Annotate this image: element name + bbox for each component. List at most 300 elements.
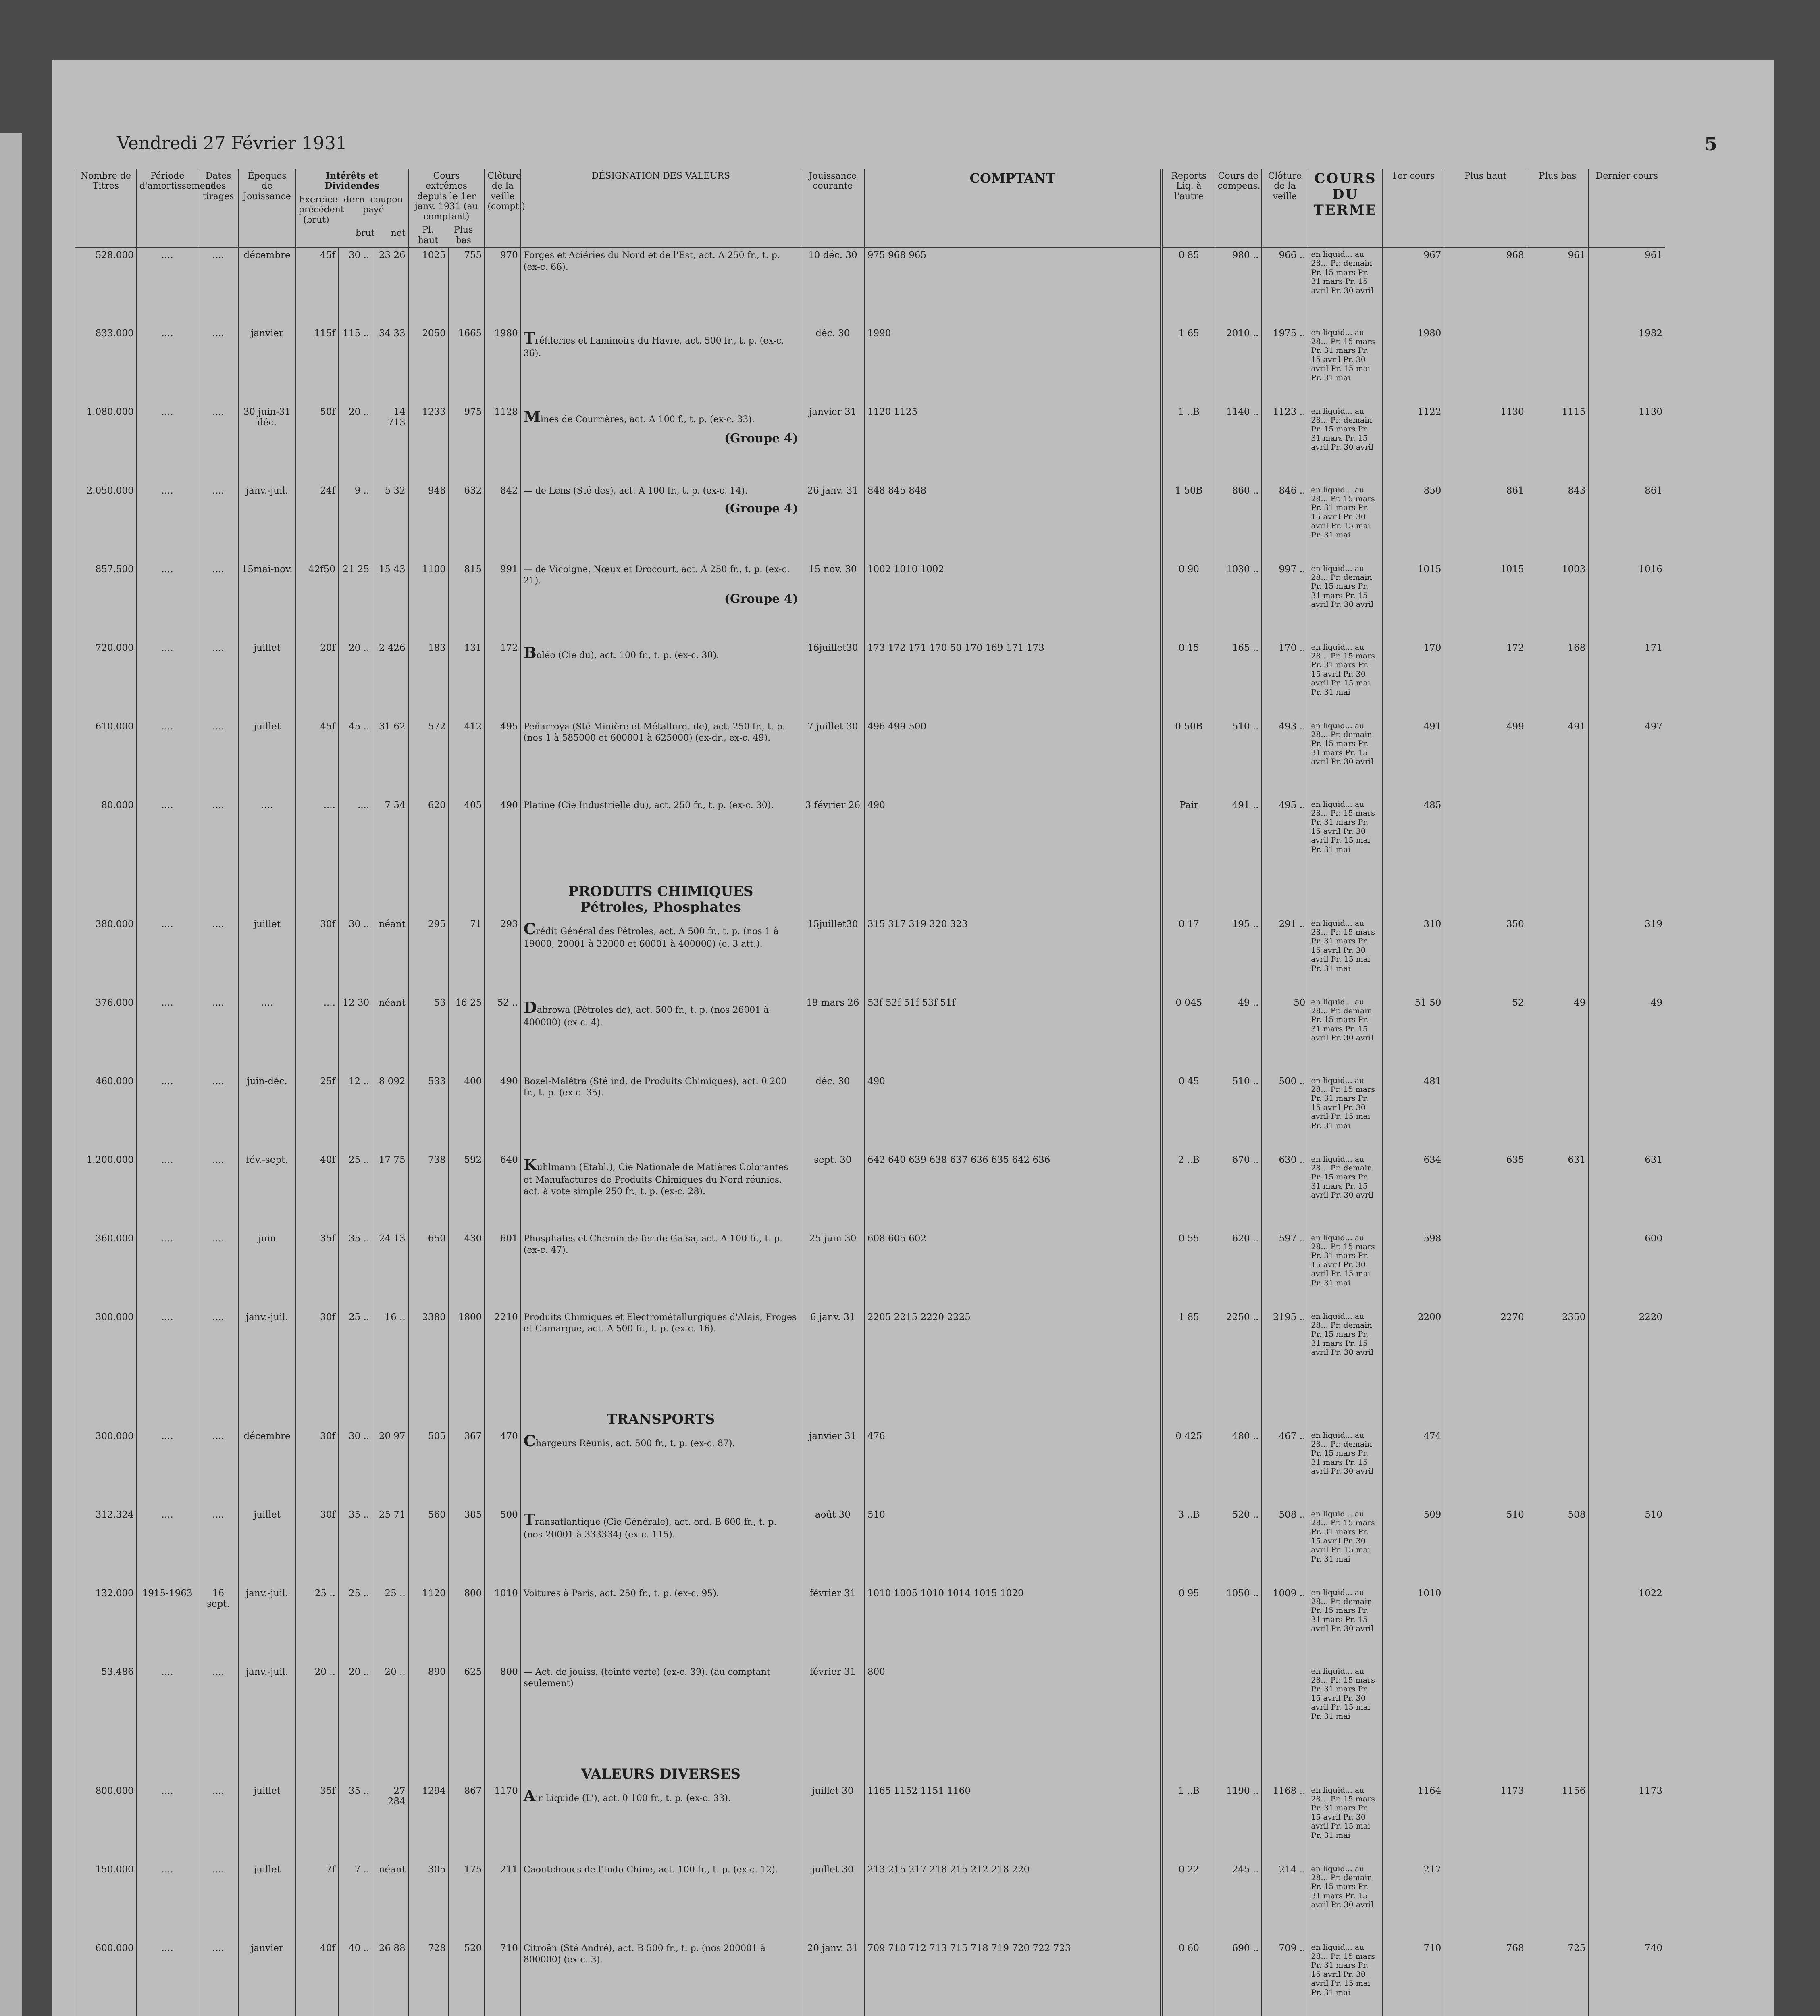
empty-cell xyxy=(485,1744,521,1784)
cell-premier xyxy=(1383,1310,1444,1389)
value-cloture: 490 xyxy=(500,800,518,810)
value-plbas: 131 xyxy=(464,642,482,653)
value-periode: .... xyxy=(161,564,173,575)
value-bas: 631 xyxy=(1568,1154,1586,1165)
value-nombre: 300.000 xyxy=(95,1431,134,1441)
section-heading-row xyxy=(75,1389,1665,1429)
value-comptant: 496 499 500 xyxy=(867,721,927,732)
cell-periode xyxy=(137,1587,198,1665)
value-nombre: 53.486 xyxy=(101,1666,134,1677)
value-brut: 35 .. xyxy=(348,1509,370,1520)
value-epoque: 30 juin-31 déc. xyxy=(243,406,291,428)
cell-net xyxy=(372,327,408,405)
value-nombre: 800.000 xyxy=(95,1785,134,1796)
value-plhaut: 890 xyxy=(428,1666,446,1677)
value-epoque: décembre xyxy=(243,250,291,261)
value-report: 0 85 xyxy=(1178,250,1199,261)
value-net: 25 .. xyxy=(385,1588,406,1599)
cell-haut xyxy=(1444,1232,1527,1310)
col-premier-cours: 1er cours xyxy=(1383,169,1444,248)
cell-net xyxy=(372,996,408,1075)
col-cours-compens: Cours de compens. xyxy=(1215,169,1262,248)
cell-plhaut xyxy=(408,1153,449,1232)
term-deadline-labels: en liquid... au 28... Pr. 15 mars Pr. 31 mars Pr. 15 avril Pr. 30 avril Pr. 15 mai Pr. 31 mai xyxy=(1311,800,1375,854)
value-jouissance: 3 février 26 xyxy=(805,800,861,810)
cell-plbas xyxy=(449,1863,485,1941)
value-net: 14 713 xyxy=(387,406,406,428)
value-plhaut: 2380 xyxy=(422,1312,446,1322)
cell-cloture xyxy=(485,1784,521,1863)
value-premier: 1015 xyxy=(1417,564,1441,575)
cell-bas xyxy=(1527,917,1589,996)
cell-brut xyxy=(338,327,372,405)
empty-cell xyxy=(338,877,372,917)
cell-nombre xyxy=(75,1665,137,1744)
value-plbas: 625 xyxy=(464,1666,482,1677)
value-jouissance: 7 juillet 30 xyxy=(807,721,858,732)
cell-compens xyxy=(1215,720,1262,798)
empty-cell xyxy=(372,877,408,917)
value-clot: 1009 .. xyxy=(1273,1588,1306,1599)
cell-jouissance xyxy=(801,720,865,798)
empty-cell xyxy=(1308,1744,1382,1784)
value-haut: 510 xyxy=(1506,1509,1524,1520)
cell-dernier xyxy=(1588,1665,1665,1744)
security-name: Produits Chimiques et Electrométallurgiques d'Alais, Froges et Camargue, act. A 500 fr., t. p. (ex-c. 16). xyxy=(523,1312,797,1334)
value-plhaut: 2050 xyxy=(422,328,446,339)
value-net: 7 54 xyxy=(385,800,406,810)
value-clot: 495 .. xyxy=(1279,800,1306,810)
value-dernier: 740 xyxy=(1645,1943,1662,1954)
value-exercice: 40f xyxy=(320,1943,335,1954)
security-name: Bozel-Malétra (Sté ind. de Produits Chimiques), act. 0 200 fr., t. p. (ex-c. 35). xyxy=(523,1076,787,1098)
value-dernier: 861 xyxy=(1645,485,1662,496)
value-premier: 2200 xyxy=(1417,1312,1441,1322)
value-compens: 1030 .. xyxy=(1226,564,1259,575)
cell-plbas xyxy=(449,1310,485,1389)
security-name: hargeurs Réunis, act. 500 fr., t. p. (ex-c. 87). xyxy=(536,1438,735,1449)
value-premier: 598 xyxy=(1423,1233,1441,1244)
cell-clot xyxy=(1262,1941,1308,2016)
cell-bas xyxy=(1527,1232,1589,1310)
cell-designation xyxy=(521,1232,801,1310)
cell-nombre xyxy=(75,1153,137,1232)
empty-cell xyxy=(485,1389,521,1429)
col-reports: Reports Liq. à l'autre xyxy=(1162,169,1215,248)
value-clot: 1123 .. xyxy=(1273,406,1306,417)
cell-report xyxy=(1162,1587,1215,1665)
value-comptant: 975 968 965 xyxy=(867,250,927,261)
col-designation: DÉSIGNATION DES VALEURS xyxy=(521,169,801,248)
cell-dernier xyxy=(1588,484,1665,562)
cell-premier xyxy=(1383,1075,1444,1153)
security-name: Platine (Cie Industrielle du), act. 250 fr., t. p. (ex-c. 30). xyxy=(523,800,774,810)
value-nombre: 720.000 xyxy=(95,642,134,653)
cell-plhaut xyxy=(408,996,449,1075)
value-compens: 491 .. xyxy=(1232,800,1259,810)
cell-exercice xyxy=(296,1075,338,1153)
cell-brut xyxy=(338,1075,372,1153)
value-net: 16 .. xyxy=(385,1312,406,1322)
cell-jouissance xyxy=(801,798,865,877)
brut-label: brut xyxy=(356,228,375,239)
value-jouissance: 10 déc. 30 xyxy=(808,250,857,261)
cell-premier xyxy=(1383,1508,1444,1587)
cell-bas xyxy=(1527,1784,1589,1863)
cell-clot xyxy=(1262,1232,1308,1310)
value-dates: .... xyxy=(212,1943,225,1954)
value-brut: 20 .. xyxy=(348,642,370,653)
empty-cell xyxy=(238,877,295,917)
value-dates: .... xyxy=(212,1785,225,1796)
value-report: 0 22 xyxy=(1178,1864,1199,1875)
value-compens: 510 .. xyxy=(1232,721,1259,732)
value-bas: 2350 xyxy=(1562,1312,1586,1322)
empty-cell xyxy=(1527,1389,1589,1429)
cell-net xyxy=(372,798,408,877)
cell-plbas xyxy=(449,996,485,1075)
cell-premier xyxy=(1383,798,1444,877)
cell-cloture xyxy=(485,996,521,1075)
cell-epoque xyxy=(238,917,295,996)
term-deadline-labels: en liquid... au 28... Pr. 15 mars Pr. 31 mars Pr. 15 avril Pr. 30 avril Pr. 15 mai Pr. 31 mai xyxy=(1311,1785,1375,1840)
cell-plhaut xyxy=(408,1784,449,1863)
cell-nombre xyxy=(75,484,137,562)
cell-brut xyxy=(338,1508,372,1587)
cell-comptant xyxy=(865,1429,1162,1508)
value-clot: 966 .. xyxy=(1279,250,1306,261)
security-name: — Act. de jouiss. (teinte verte) (ex-c. 39). (au comptant seulement) xyxy=(523,1667,770,1689)
empty-cell xyxy=(1444,877,1527,917)
value-dernier: 600 xyxy=(1645,1233,1662,1244)
table-row xyxy=(75,720,1665,798)
value-cloture: 1128 xyxy=(494,406,518,417)
value-periode: .... xyxy=(161,1666,173,1677)
value-plhaut: 572 xyxy=(428,721,446,732)
section-heading-row xyxy=(75,1744,1665,1784)
col-interets xyxy=(296,169,408,248)
value-periode: .... xyxy=(161,1154,173,1165)
cell-epoque xyxy=(238,996,295,1075)
empty-cell xyxy=(75,1744,137,1784)
security-name: réfileries et Laminoirs du Havre, act. 500 fr., t. p. (ex-c. 36). xyxy=(523,335,784,358)
empty-cell xyxy=(865,877,1162,917)
page-number: 5 xyxy=(1704,133,1717,155)
value-report: 0 15 xyxy=(1178,642,1199,653)
value-exercice: 20 .. xyxy=(314,1666,335,1677)
value-brut: 25 .. xyxy=(348,1154,370,1165)
value-compens: 1050 .. xyxy=(1226,1588,1259,1599)
cell-premier xyxy=(1383,1587,1444,1665)
cell-plhaut xyxy=(408,1429,449,1508)
cell-dates xyxy=(198,1587,238,1665)
value-bas: 508 xyxy=(1568,1509,1586,1520)
cell-bas xyxy=(1527,1075,1589,1153)
cell-haut xyxy=(1444,562,1527,641)
value-clot: 997 .. xyxy=(1279,564,1306,575)
cell-designation xyxy=(521,996,801,1075)
cell-dates xyxy=(198,641,238,720)
value-plbas: 430 xyxy=(464,1233,482,1244)
cell-jouissance xyxy=(801,562,865,641)
table-row xyxy=(75,1429,1665,1508)
value-dernier: 171 xyxy=(1645,642,1662,653)
page-date: Vendredi 27 Février 1931 xyxy=(117,133,347,154)
cell-dernier xyxy=(1588,1429,1665,1508)
security-name: Caoutchoucs de l'Indo-Chine, act. 100 fr., t. p. (ex-c. 12). xyxy=(523,1864,778,1875)
cell-epoque xyxy=(238,1310,295,1389)
cell-nombre xyxy=(75,917,137,996)
cell-compens xyxy=(1215,1941,1262,2016)
security-name: uhlmann (Etabl.), Cie Nationale de Matières Colorantes et Manufactures de Produits Chimiques du Nord réunies, act. à vote simple 250 fr., t. p. (ex-c. 28). xyxy=(523,1162,788,1197)
cell-designation xyxy=(521,1587,801,1665)
cell-dernier xyxy=(1588,1587,1665,1665)
exercice-label: Exercice précédent (brut) xyxy=(298,194,344,225)
value-bas: 961 xyxy=(1568,250,1586,261)
value-exercice: 7f xyxy=(326,1864,335,1875)
empty-cell xyxy=(1308,877,1382,917)
value-net: 34 33 xyxy=(379,328,406,339)
value-epoque: juillet xyxy=(254,642,281,653)
value-nombre: 132.000 xyxy=(95,1588,134,1599)
cell-comptant xyxy=(865,405,1162,484)
value-periode: .... xyxy=(161,800,173,810)
section-heading-row xyxy=(75,877,1665,917)
cell-exercice xyxy=(296,641,338,720)
value-compens: 980 .. xyxy=(1232,250,1259,261)
cell-periode xyxy=(137,1232,198,1310)
cell-clot xyxy=(1262,1075,1308,1153)
cell-net xyxy=(372,720,408,798)
value-dernier: 1130 xyxy=(1639,406,1662,417)
cell-cloture xyxy=(485,1941,521,2016)
value-comptant: 213 215 217 218 215 212 218 220 xyxy=(867,1864,1030,1875)
value-premier: 217 xyxy=(1423,1864,1441,1875)
cell-clot xyxy=(1262,720,1308,798)
value-jouissance: janvier 31 xyxy=(809,406,857,417)
cell-periode xyxy=(137,1310,198,1389)
cell-haut xyxy=(1444,641,1527,720)
value-brut: 21 25 xyxy=(343,564,370,575)
cell-nombre xyxy=(75,1587,137,1665)
cell-dernier xyxy=(1588,798,1665,877)
cell-report xyxy=(1162,641,1215,720)
value-plbas: 367 xyxy=(464,1431,482,1441)
value-report: 1 ..B xyxy=(1178,406,1200,417)
value-net: 27 284 xyxy=(387,1785,406,1807)
cell-labels xyxy=(1308,1587,1382,1665)
cell-cloture xyxy=(485,1232,521,1310)
value-bas: 843 xyxy=(1568,485,1586,496)
value-periode: .... xyxy=(161,485,173,496)
empty-cell xyxy=(1444,1744,1527,1784)
value-clot: 846 .. xyxy=(1279,485,1306,496)
cell-jouissance xyxy=(801,327,865,405)
value-dernier: 1982 xyxy=(1639,328,1662,339)
table-row xyxy=(75,641,1665,720)
value-haut: 2270 xyxy=(1500,1312,1524,1322)
cell-comptant xyxy=(865,1153,1162,1232)
cell-comptant xyxy=(865,798,1162,877)
cell-bas xyxy=(1527,1863,1589,1941)
cell-compens xyxy=(1215,1587,1262,1665)
value-cloture: 293 xyxy=(500,918,518,929)
value-exercice: 25 .. xyxy=(314,1588,335,1599)
cell-periode xyxy=(137,562,198,641)
value-nombre: 150.000 xyxy=(95,1864,134,1875)
cell-clot xyxy=(1262,641,1308,720)
security-name: Peñarroya (Sté Minière et Métallurg. de), act. 250 fr., t. p. (nos 1 à 585000 et 600001 à 625000) (ex-dr., ex-c. 49). xyxy=(523,721,785,744)
cell-haut xyxy=(1444,720,1527,798)
cell-compens xyxy=(1215,798,1262,877)
cell-net xyxy=(372,248,408,327)
cell-bas xyxy=(1527,1508,1589,1587)
empty-cell xyxy=(75,877,137,917)
cell-dates xyxy=(198,1310,238,1389)
empty-cell xyxy=(1262,1744,1308,1784)
value-jouissance: 25 juin 30 xyxy=(809,1233,857,1244)
term-deadline-labels: en liquid... au 28... Pr. demain Pr. 15 mars Pr. 31 mars Pr. 15 avril Pr. 30 avril xyxy=(1311,564,1374,609)
table-row xyxy=(75,1665,1665,1744)
value-jouissance: déc. 30 xyxy=(815,328,850,339)
value-dates: .... xyxy=(212,800,225,810)
table-row xyxy=(75,1784,1665,1863)
value-cloture: 1010 xyxy=(494,1588,518,1599)
value-exercice: 45f xyxy=(320,250,335,261)
cell-epoque xyxy=(238,1863,295,1941)
value-net: 17 75 xyxy=(379,1154,406,1165)
section-title-cell xyxy=(521,877,801,917)
value-epoque: juillet xyxy=(254,721,281,732)
col-dates: Dates des tirages xyxy=(198,169,238,248)
cell-exercice xyxy=(296,917,338,996)
cell-premier xyxy=(1383,1941,1444,2016)
section-title: PRODUITS CHIMIQUES xyxy=(568,883,753,900)
drop-initial: T xyxy=(523,329,535,347)
value-plhaut: 295 xyxy=(428,918,446,929)
cell-report xyxy=(1162,798,1215,877)
cell-haut xyxy=(1444,917,1527,996)
value-nombre: 300.000 xyxy=(95,1312,134,1322)
term-deadline-labels: en liquid... au 28... Pr. demain Pr. 15 mars Pr. 31 mars Pr. 15 avril Pr. 30 avril xyxy=(1311,1154,1374,1200)
cell-labels xyxy=(1308,1310,1382,1389)
cell-labels xyxy=(1308,562,1382,641)
cell-bas xyxy=(1527,798,1589,877)
col-jouissance: Jouissance courante xyxy=(801,169,865,248)
term-deadline-labels: en liquid... au 28... Pr. demain Pr. 15 mars Pr. 31 mars Pr. 15 avril Pr. 30 avril xyxy=(1311,1312,1374,1357)
cell-labels xyxy=(1308,1153,1382,1232)
col-comptant xyxy=(865,169,1162,248)
value-bas: 1156 xyxy=(1562,1785,1586,1796)
value-comptant: 315 317 319 320 323 xyxy=(867,918,968,929)
term-deadline-labels: en liquid... au 28... Pr. demain Pr. 15 mars Pr. 31 mars Pr. 15 avril Pr. 30 avril xyxy=(1311,250,1374,295)
cell-plhaut xyxy=(408,1075,449,1153)
term-deadline-labels: en liquid... au 28... Pr. 15 mars Pr. 31 mars Pr. 15 avril Pr. 30 avril Pr. 15 mai Pr. 31 mai xyxy=(1311,1233,1375,1287)
value-brut: 12 30 xyxy=(343,997,370,1008)
stock-quotation-table xyxy=(75,169,1665,2016)
value-jouissance: août 30 xyxy=(815,1509,851,1520)
cell-exercice xyxy=(296,1784,338,1863)
cell-haut xyxy=(1444,798,1527,877)
cell-report xyxy=(1162,1429,1215,1508)
value-epoque: janv.-juil. xyxy=(246,485,289,496)
cell-plhaut xyxy=(408,484,449,562)
value-clot: 214 .. xyxy=(1279,1864,1306,1875)
empty-cell xyxy=(238,1389,295,1429)
value-bas: 1003 xyxy=(1562,564,1586,575)
cell-labels xyxy=(1308,917,1382,996)
value-nombre: 857.500 xyxy=(95,564,134,575)
cell-epoque xyxy=(238,1587,295,1665)
value-premier: 1164 xyxy=(1417,1785,1441,1796)
empty-cell xyxy=(1215,877,1262,917)
value-epoque: .... xyxy=(261,997,273,1008)
value-dates: .... xyxy=(212,250,225,261)
cell-epoque xyxy=(238,1429,295,1508)
cell-brut xyxy=(338,1863,372,1941)
value-comptant: 490 xyxy=(867,1076,885,1087)
cell-plbas xyxy=(449,720,485,798)
value-comptant: 800 xyxy=(867,1666,885,1677)
value-dernier: 631 xyxy=(1645,1154,1662,1165)
value-plbas: 592 xyxy=(464,1154,482,1165)
cell-haut xyxy=(1444,1587,1527,1665)
cell-dernier xyxy=(1588,720,1665,798)
cell-nombre xyxy=(75,562,137,641)
value-premier: 1010 xyxy=(1417,1588,1441,1599)
cell-epoque xyxy=(238,1665,295,1744)
value-dates: 16 sept. xyxy=(207,1588,230,1610)
value-premier: 481 xyxy=(1423,1076,1441,1087)
cell-premier xyxy=(1383,1665,1444,1744)
value-report: 1 ..B xyxy=(1178,1785,1200,1796)
cell-jouissance xyxy=(801,1508,865,1587)
cell-compens xyxy=(1215,327,1262,405)
cell-report xyxy=(1162,720,1215,798)
value-exercice: 20f xyxy=(320,642,335,653)
drop-initial: B xyxy=(523,643,537,662)
cell-brut xyxy=(338,798,372,877)
cell-brut xyxy=(338,641,372,720)
cell-bas xyxy=(1527,484,1589,562)
cell-exercice xyxy=(296,562,338,641)
cell-plbas xyxy=(449,1429,485,1508)
cell-designation xyxy=(521,1153,801,1232)
cell-bas xyxy=(1527,562,1589,641)
table-row xyxy=(75,1508,1665,1587)
value-comptant: 173 172 171 170 50 170 169 171 173 xyxy=(867,642,1044,653)
value-comptant: 53f 52f 51f 53f 51f xyxy=(867,997,955,1008)
empty-cell xyxy=(1215,1389,1262,1429)
cell-premier xyxy=(1383,641,1444,720)
value-compens: 480 .. xyxy=(1232,1431,1259,1441)
cell-clot xyxy=(1262,484,1308,562)
value-epoque: juillet xyxy=(254,1864,281,1875)
cell-compens xyxy=(1215,405,1262,484)
cell-dates xyxy=(198,562,238,641)
value-compens: 620 .. xyxy=(1232,1233,1259,1244)
cell-haut xyxy=(1444,1863,1527,1941)
term-deadline-labels: en liquid... au 28... Pr. demain Pr. 15 mars Pr. 31 mars Pr. 15 avril Pr. 30 avril xyxy=(1311,997,1374,1043)
cell-brut xyxy=(338,405,372,484)
value-plbas: 867 xyxy=(464,1785,482,1796)
cell-dernier xyxy=(1588,405,1665,484)
cell-designation xyxy=(521,484,801,562)
cell-bas xyxy=(1527,327,1589,405)
cell-dernier xyxy=(1588,996,1665,1075)
cell-report xyxy=(1162,1665,1215,1744)
value-cloture: 640 xyxy=(500,1154,518,1165)
